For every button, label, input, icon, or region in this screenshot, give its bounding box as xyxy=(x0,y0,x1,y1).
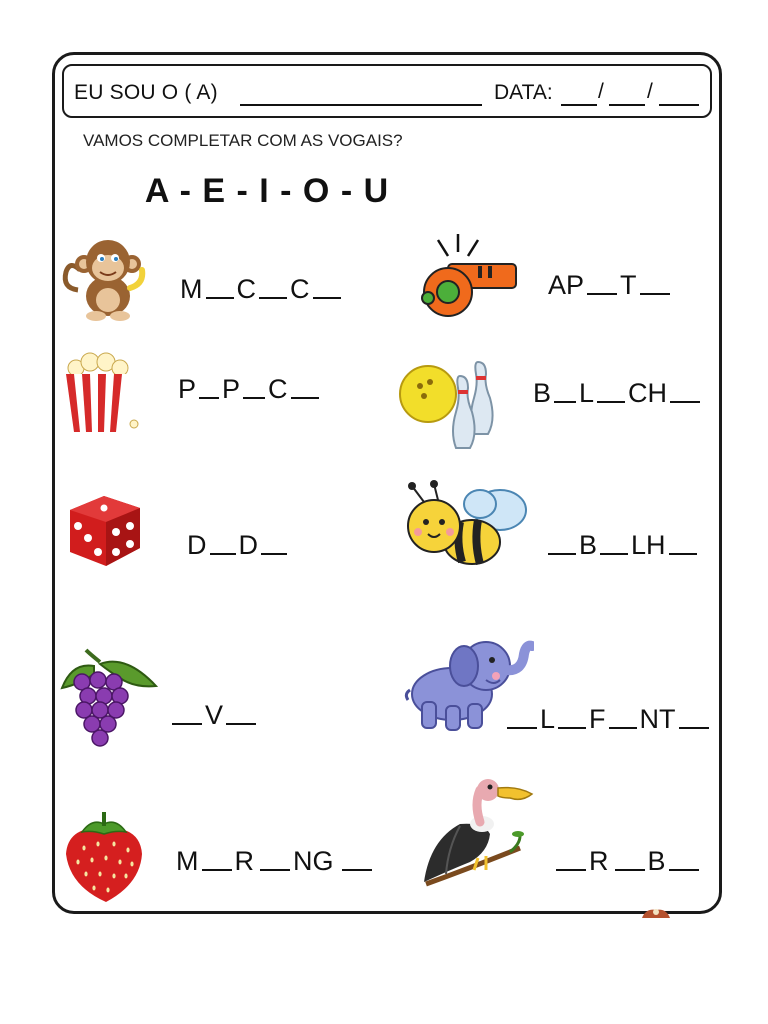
date-year-field[interactable] xyxy=(659,104,699,106)
blank[interactable] xyxy=(260,869,290,871)
blank[interactable] xyxy=(597,401,625,403)
name-label: EU SOU O ( A) xyxy=(74,81,218,104)
blank[interactable] xyxy=(556,869,586,871)
strawberry-icon xyxy=(62,808,146,904)
blank[interactable] xyxy=(615,869,645,871)
date-day-field[interactable] xyxy=(561,104,597,106)
blank[interactable] xyxy=(679,727,709,729)
date-label: DATA: xyxy=(494,81,553,104)
blank[interactable] xyxy=(587,293,617,295)
word-boliche: B L CH xyxy=(533,380,703,407)
word-abelha: B LH xyxy=(548,532,700,559)
word-apito: AP T xyxy=(548,272,673,299)
blank[interactable] xyxy=(291,397,319,399)
name-field[interactable] xyxy=(240,104,482,106)
monkey-icon xyxy=(60,230,152,322)
blank[interactable] xyxy=(670,401,700,403)
word-elefante: L F NT xyxy=(507,706,712,733)
blank[interactable] xyxy=(172,723,202,725)
bowling-icon xyxy=(398,356,502,450)
blank[interactable] xyxy=(669,553,697,555)
vulture-icon xyxy=(420,778,538,890)
date-slash: / xyxy=(647,80,653,103)
blank[interactable] xyxy=(342,869,372,871)
word-uva: V xyxy=(172,702,259,729)
blank[interactable] xyxy=(609,727,637,729)
decoration-icon xyxy=(640,906,672,920)
dice-icon xyxy=(64,490,144,570)
blank[interactable] xyxy=(313,297,341,299)
date-month-field[interactable] xyxy=(609,104,645,106)
bee-icon xyxy=(400,480,530,580)
blank[interactable] xyxy=(243,397,265,399)
blank[interactable] xyxy=(600,553,628,555)
blank[interactable] xyxy=(259,297,287,299)
blank[interactable] xyxy=(199,397,219,399)
blank[interactable] xyxy=(554,401,576,403)
grapes-icon xyxy=(60,648,160,748)
word-macaco: M C C xyxy=(180,276,344,303)
word-pipoca: P P C xyxy=(178,376,322,403)
blank[interactable] xyxy=(210,553,236,555)
vowels-title: A - E - I - O - U xyxy=(144,172,390,210)
blank[interactable] xyxy=(226,723,256,725)
popcorn-icon xyxy=(60,352,144,436)
blank[interactable] xyxy=(640,293,670,295)
whistle-icon xyxy=(418,230,520,320)
blank[interactable] xyxy=(261,553,287,555)
blank[interactable] xyxy=(558,727,586,729)
instruction-text: VAMOS COMPLETAR COM AS VOGAIS? xyxy=(83,131,403,150)
blank[interactable] xyxy=(206,297,234,299)
blank[interactable] xyxy=(507,727,537,729)
word-dado: D D xyxy=(187,532,290,559)
word-urubu: R B xyxy=(556,848,702,875)
blank[interactable] xyxy=(202,869,232,871)
blank[interactable] xyxy=(548,553,576,555)
blank[interactable] xyxy=(669,869,699,871)
date-slash: / xyxy=(598,80,604,103)
word-morango: M R NG xyxy=(176,848,375,875)
header-box xyxy=(62,64,712,118)
